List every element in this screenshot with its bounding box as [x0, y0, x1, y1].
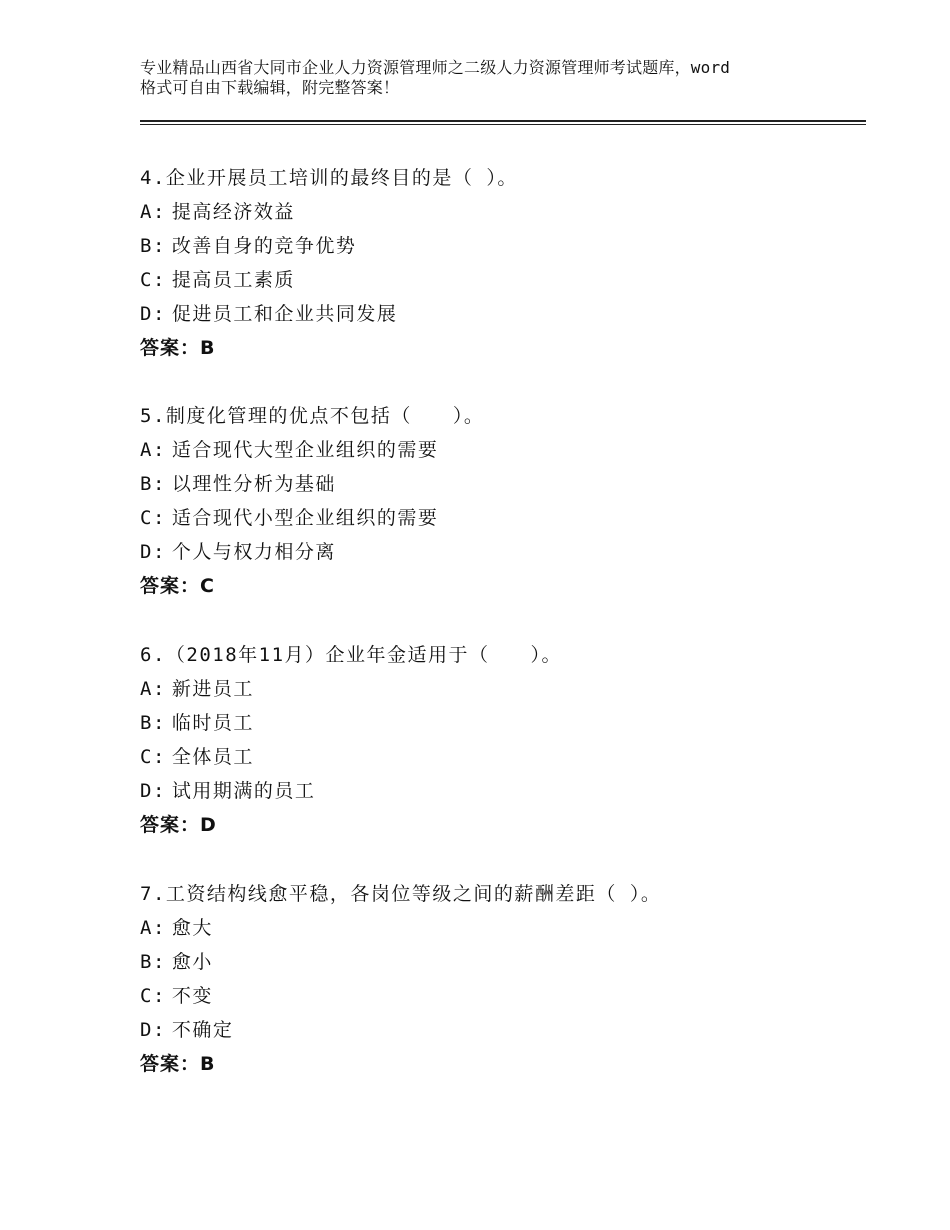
- answer-line: 答案：B: [140, 1053, 216, 1075]
- option-d: [140, 774, 880, 808]
- option-c: [140, 740, 880, 774]
- option-text: 新进员工: [171, 678, 254, 700]
- question-block: [140, 161, 880, 365]
- option-letter: A:: [140, 439, 166, 461]
- option-letter: B:: [140, 235, 166, 257]
- option-text: 改善自身的竞争优势: [171, 235, 357, 257]
- question-title: 4.企业开展员工培训的最终目的是（ ）。: [140, 167, 518, 189]
- header-line-1: 专业精品山西省大同市企业人力资源管理师之二级人力资源管理师考试题库，word: [140, 58, 731, 77]
- option-letter: D:: [140, 541, 166, 563]
- answer-line: 答案：D: [140, 814, 217, 836]
- option-d: [140, 297, 880, 331]
- header-line-2: 格式可自由下载编辑，附完整答案！: [140, 78, 400, 97]
- option-letter: B:: [140, 473, 166, 495]
- answer-line: 答案：B: [140, 337, 216, 359]
- option-letter: B:: [140, 712, 166, 734]
- option-b: [140, 945, 880, 979]
- header-divider-thin: [140, 124, 866, 125]
- option-text: 不变: [171, 985, 213, 1007]
- option-d: [140, 535, 880, 569]
- option-a: [140, 911, 880, 945]
- question-title: 6.（2018年11月）企业年金适用于（ ）。: [140, 644, 563, 666]
- option-b: [140, 706, 880, 740]
- question-block: [140, 638, 880, 842]
- answer-line: 答案：C: [140, 575, 215, 597]
- option-letter: B:: [140, 951, 166, 973]
- option-letter: C:: [140, 985, 166, 1007]
- option-b: [140, 229, 880, 263]
- question-title: 5.制度化管理的优点不包括（ ）。: [140, 405, 485, 427]
- option-text: 愈大: [171, 917, 213, 939]
- option-a: [140, 433, 880, 467]
- option-text: 促进员工和企业共同发展: [171, 303, 398, 325]
- option-a: [140, 672, 880, 706]
- option-text: 个人与权力相分离: [171, 541, 336, 563]
- option-c: [140, 263, 880, 297]
- option-text: 不确定: [171, 1019, 234, 1041]
- header-divider-thick: [140, 120, 866, 122]
- option-letter: C:: [140, 746, 166, 768]
- question-block: [140, 399, 880, 603]
- option-letter: D:: [140, 780, 166, 802]
- document-header: [140, 58, 840, 98]
- option-text: 适合现代小型企业组织的需要: [171, 507, 439, 529]
- option-text: 临时员工: [171, 712, 254, 734]
- option-text: 试用期满的员工: [171, 780, 316, 802]
- option-letter: C:: [140, 269, 166, 291]
- option-c: [140, 501, 880, 535]
- option-letter: C:: [140, 507, 166, 529]
- option-text: 愈小: [171, 951, 213, 973]
- option-letter: A:: [140, 678, 166, 700]
- option-text: 以理性分析为基础: [171, 473, 336, 495]
- question-block: [140, 877, 880, 1081]
- option-text: 提高经济效益: [171, 201, 295, 223]
- option-text: 提高员工素质: [171, 269, 295, 291]
- option-letter: D:: [140, 1019, 166, 1041]
- option-b: [140, 467, 880, 501]
- option-text: 全体员工: [171, 746, 254, 768]
- option-c: [140, 979, 880, 1013]
- option-a: [140, 195, 880, 229]
- option-text: 适合现代大型企业组织的需要: [171, 439, 439, 461]
- option-letter: D:: [140, 303, 166, 325]
- option-d: [140, 1013, 880, 1047]
- option-letter: A:: [140, 201, 166, 223]
- question-title: 7.工资结构线愈平稳，各岗位等级之间的薪酬差距（ ）。: [140, 883, 662, 905]
- option-letter: A:: [140, 917, 166, 939]
